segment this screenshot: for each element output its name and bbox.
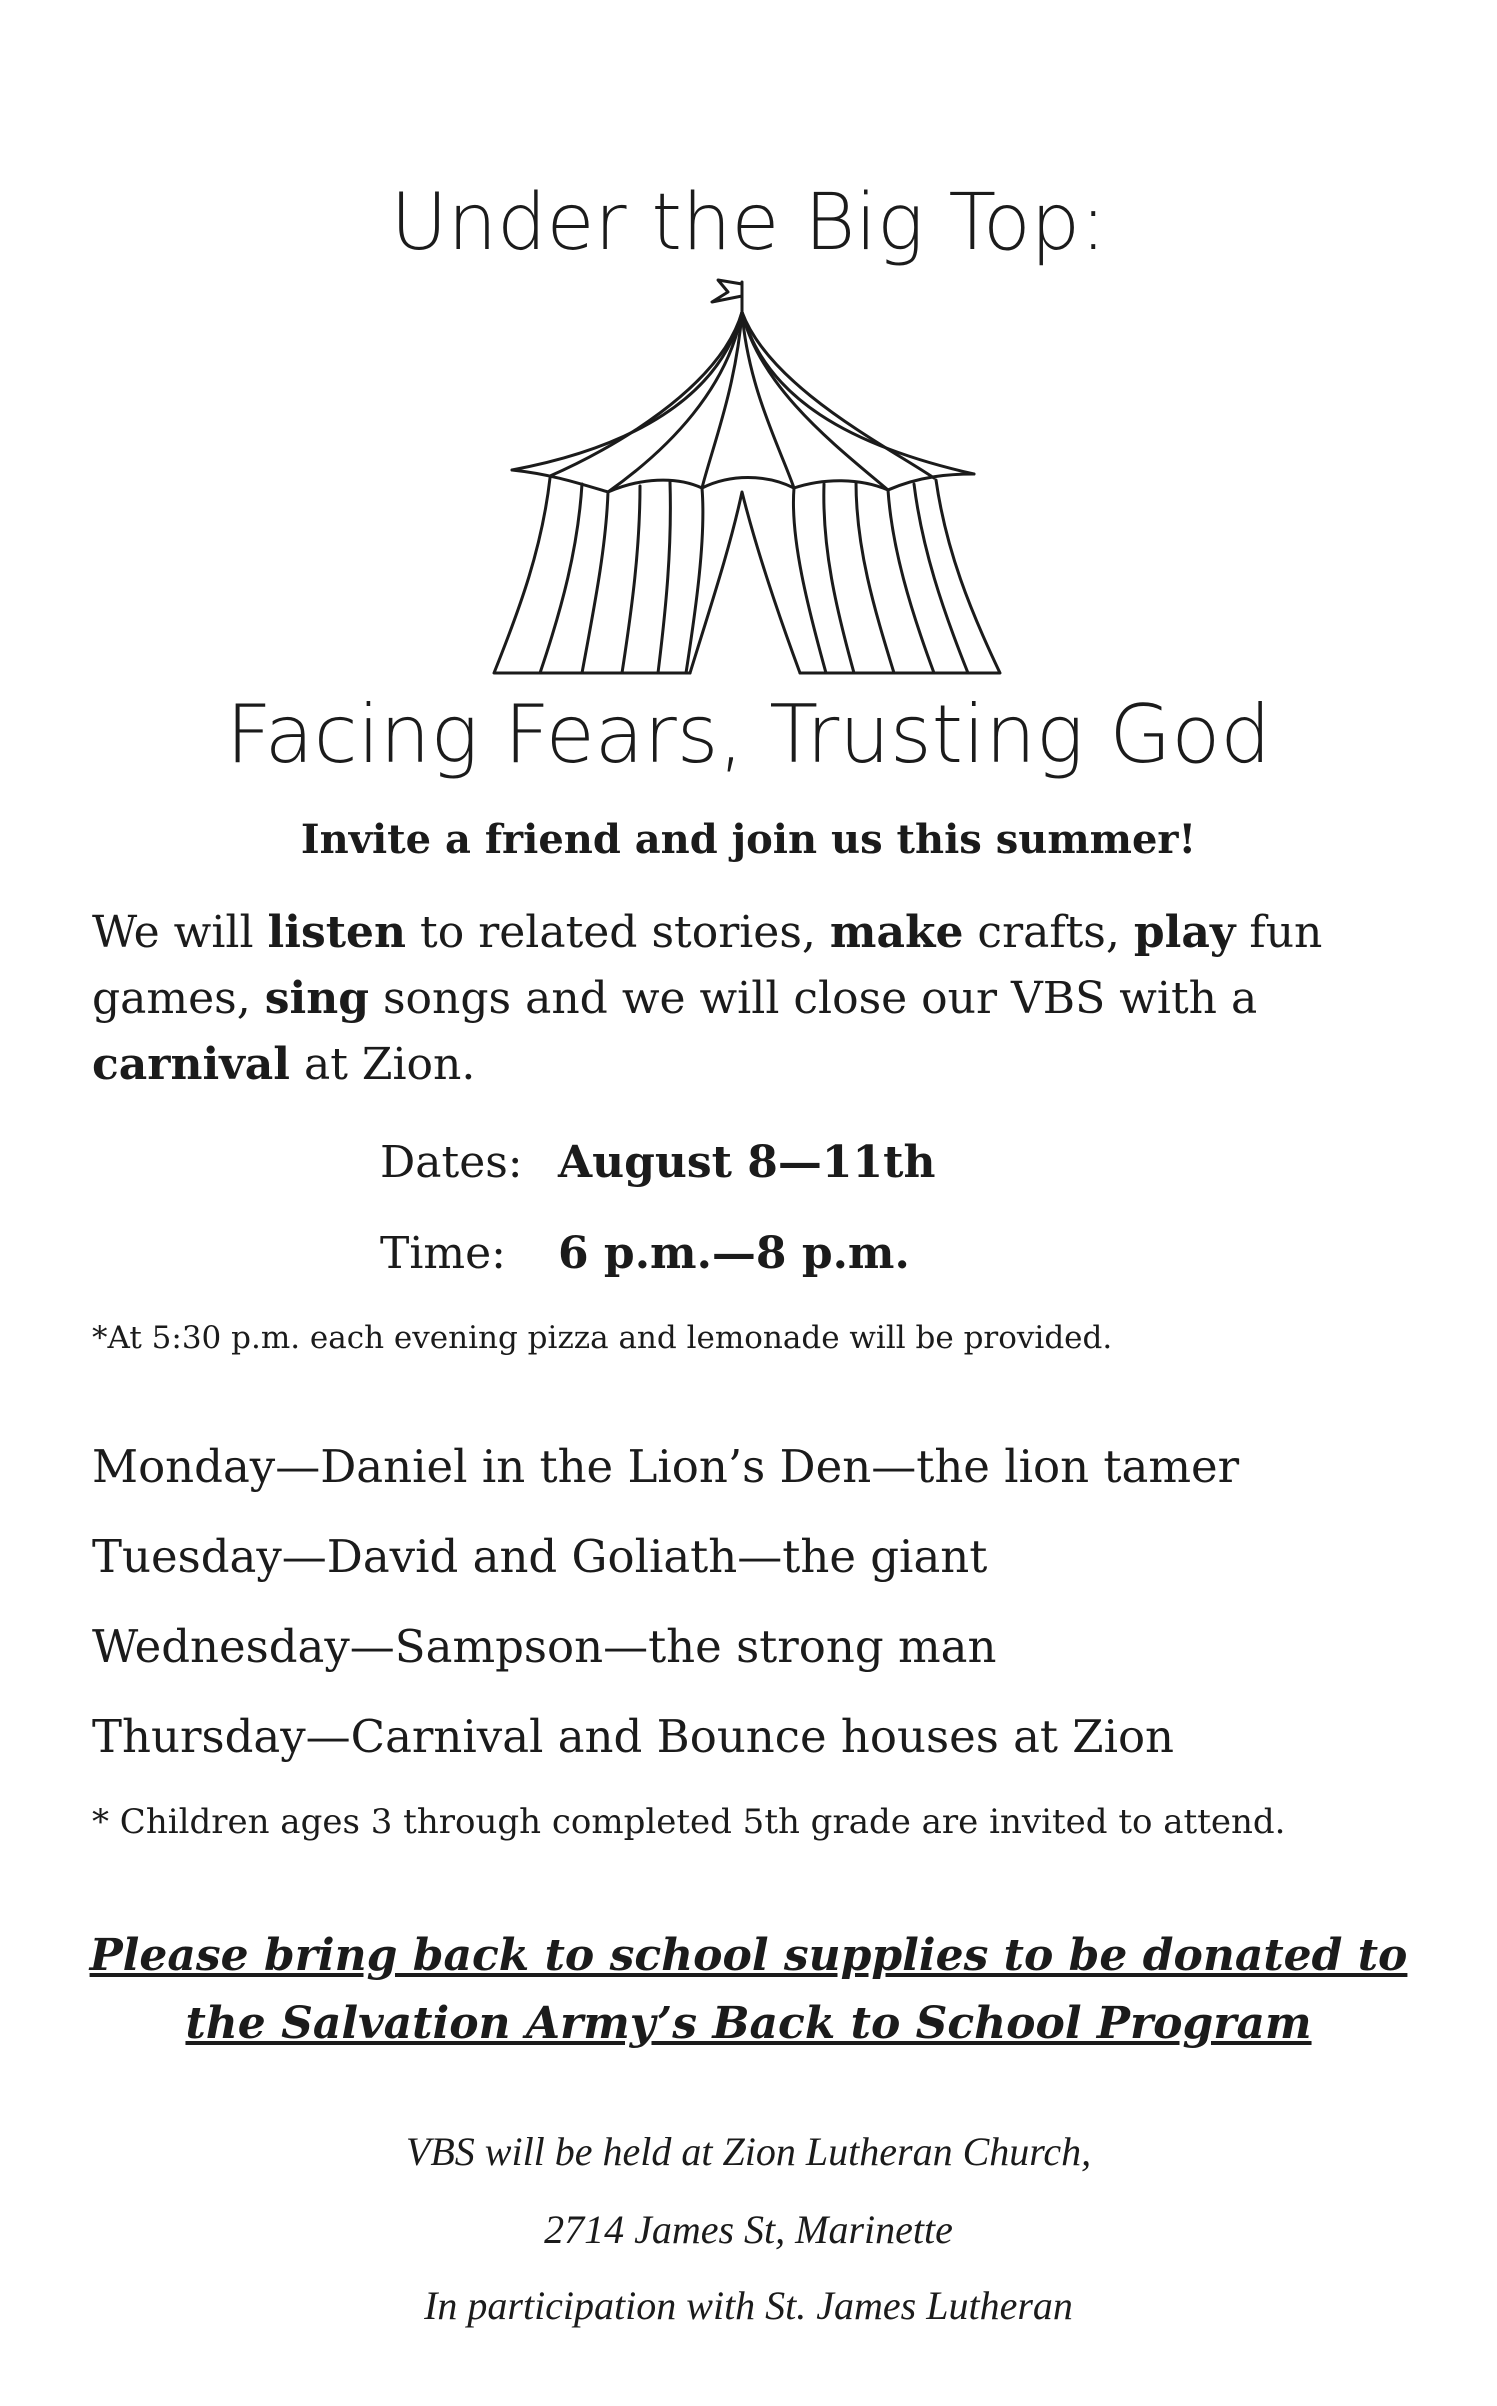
schedule-item: Tuesday—David and Goliath—the giant [92, 1530, 988, 1583]
time-label: Time: [380, 1228, 507, 1279]
intro-emphasis: make [829, 907, 964, 958]
intro-emphasis: carnival [92, 1039, 290, 1090]
intro-emphasis: play [1133, 907, 1236, 958]
dates-value: August 8—11th [558, 1137, 936, 1188]
intro-paragraph [92, 900, 1422, 1098]
invite-text: Invite a friend and join us this summer! [300, 816, 1197, 863]
supplies-line-1: Please bring back to school supplies to be donated to [89, 1930, 1408, 1981]
pizza-note: *At 5:30 p.m. each evening pizza and lemonade will be provided. [92, 1320, 1113, 1356]
circus-tent-icon [490, 278, 1010, 678]
intro-text: songs and we will close our VBS with a [368, 973, 1258, 1024]
schedule-item: Wednesday—Sampson—the strong man [92, 1620, 997, 1673]
intro-text: at Zion. [289, 1039, 476, 1090]
intro-emphasis: sing [264, 973, 369, 1024]
schedule-item: Monday—Daniel in the Lion’s Den—the lion tamer [92, 1440, 1240, 1493]
dates-row [380, 1137, 935, 1188]
venue-line-1: VBS will be held at Zion Lutheran Church, [405, 2129, 1092, 2174]
dates-label: Dates: [380, 1137, 523, 1188]
intro-emphasis: listen [267, 907, 407, 958]
supplies-line-2: the Salvation Army’s Back to School Program [185, 1998, 1312, 2049]
time-row [380, 1228, 910, 1279]
time-value: 6 p.m.—8 p.m. [558, 1228, 910, 1279]
page-subtitle: Facing Fears, Trusting God [225, 688, 1272, 781]
venue-line-3: In participation with St. James Lutheran [424, 2283, 1073, 2328]
intro-text: crafts, [963, 907, 1134, 958]
intro-text: fun games, [92, 907, 1323, 1024]
page-title: Under the Big Top: [390, 178, 1107, 268]
venue-line-2: 2714 James St, Marinette [544, 2207, 953, 2252]
schedule-item: Thursday—Carnival and Bounce houses at Zion [92, 1710, 1175, 1763]
intro-text: We will [92, 907, 268, 958]
ages-note: * Children ages 3 through completed 5th grade are invited to attend. [92, 1802, 1286, 1842]
intro-text: to related stories, [406, 907, 830, 958]
